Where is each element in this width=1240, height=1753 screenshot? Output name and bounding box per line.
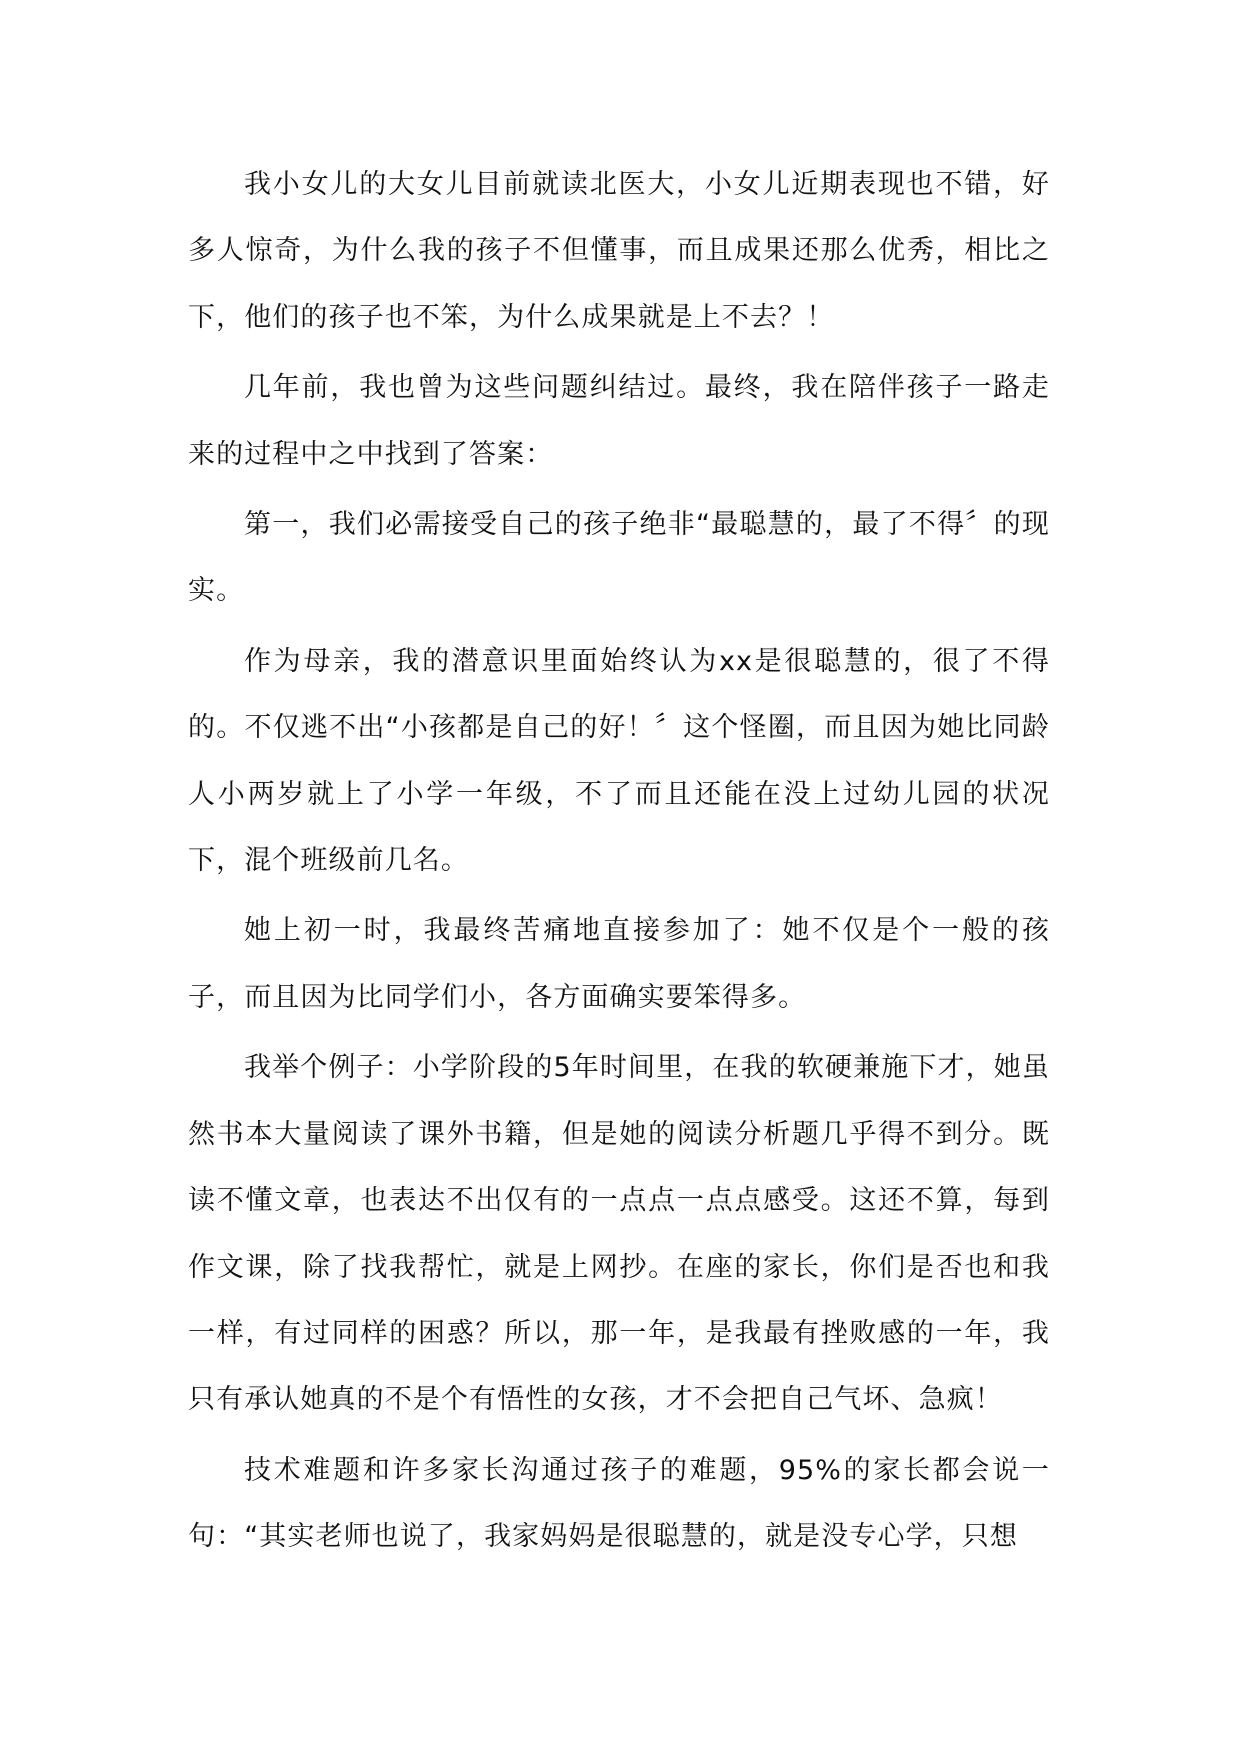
paragraph-3: 第一，我们必需接受自己的孩子绝非“最聪慧的，最了不得〞的现实。 bbox=[188, 509, 1050, 607]
document-body bbox=[188, 152, 1050, 1575]
paragraph-7: 技术难题和许多家长沟通过孩子的难题，95%的家长都会说一句：“其实老师也说了，我家妈妈是很聪慧的，就是没专心学，只想 bbox=[188, 1454, 1050, 1553]
paragraph-2: 几年前，我也曾为这些问题纠结过。最终，我在陪伴孩子一路走来的过程中之中找到了答案： bbox=[188, 372, 1050, 470]
paragraph-6: 我举个例子：小学阶段的5年时间里，在我的软硬兼施下才，她虽然书本大量阅读了课外书籍，但是她的阅读分析题几乎得不到分。既读不懂文章，也表达不出仅有的一点点一点点感受。这还不算，每到作文课，除了找我帮忙，就是上网抄。在座的家长，你们是否也和我一样，有过同样的困惑？所以，那一年，是我最有挫败感的一年，我只有承认她真的不是个有悟性的女孩，才不会把自己气坏、急疯！ bbox=[188, 1052, 1050, 1416]
paragraph-5: 她上初一时，我最终苦痛地直接参加了：她不仅是个一般的孩子，而且因为比同学们小，各方面确实要笨得多。 bbox=[188, 915, 1050, 1013]
paragraph-4: 作为母亲，我的潜意识里面始终认为xx是很聪慧的，很了不得的。不仅逃不出“小孩都是自己的好！〞这个怪圈，而且因为她比同龄人小两岁就上了小学一年级，不了而且还能在没上过幼儿园的状况下，混个班级前几名。 bbox=[188, 645, 1050, 877]
paragraph-1: 我小女儿的大女儿目前就读北医大，小女儿近期表现也不错，好多人惊奇，为什么我的孩子不但懂事，而且成果还那么优秀，相比之下，他们的孩子也不笨，为什么成果就是上不去？！ bbox=[188, 169, 1050, 333]
